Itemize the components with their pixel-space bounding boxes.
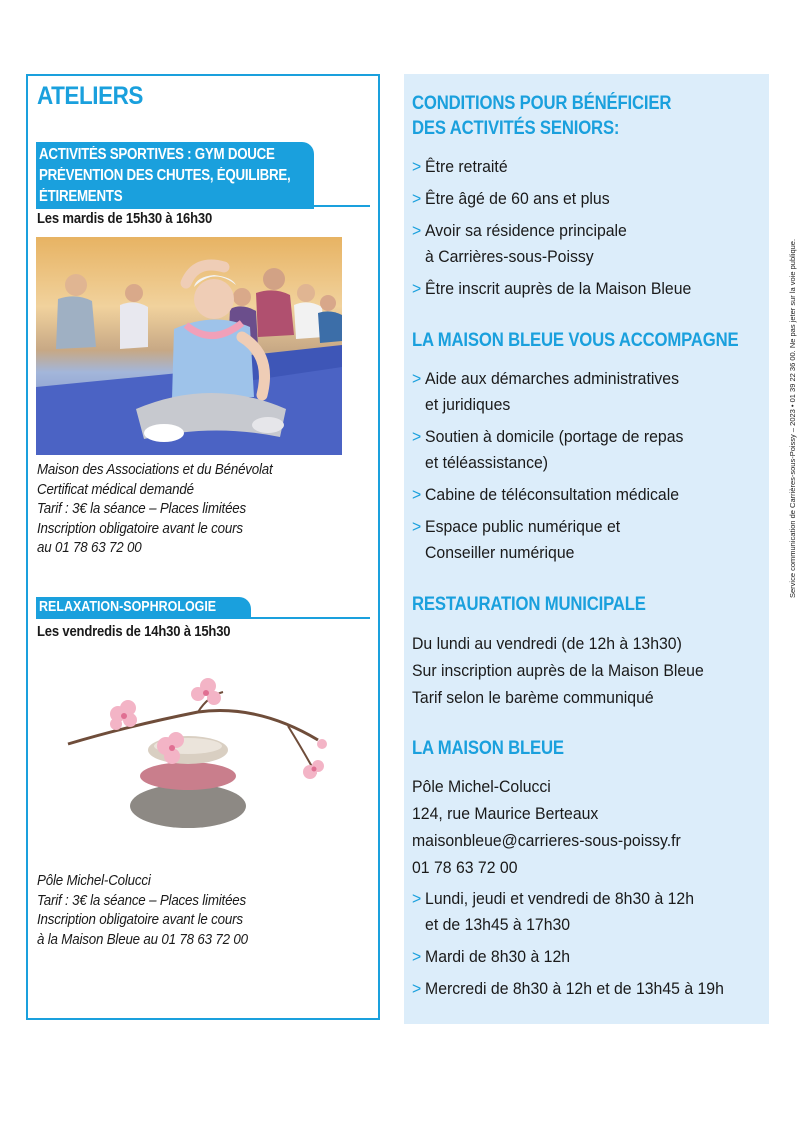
list-item-text: Espace public numérique et [425,517,621,536]
list-item [412,976,724,1002]
chevron-right-icon: > [412,517,422,536]
list-item [412,886,724,938]
list-item-text: Être inscrit auprès de la Maison Bleue [425,279,692,298]
list-item [412,218,691,270]
gym-header-line: ÉTIREMENTS [39,188,123,205]
contact-email: maisonbleue@carrieres-sous-poissy.fr [412,831,681,850]
list-item [412,514,683,566]
chevron-right-icon: > [412,157,422,176]
list-item-text: Mardi de 8h30 à 12h [425,947,571,966]
gym-header-line: PRÉVENTION DES CHUTES, ÉQUILIBRE, [39,167,291,184]
gym-info-line: au 01 78 63 72 00 [37,540,142,556]
relax-header-underline [36,617,370,619]
chevron-right-icon: > [412,279,422,298]
gym-info [37,461,273,559]
chevron-right-icon: > [412,889,422,908]
list-item-text: Cabine de téléconsultation médicale [425,485,680,504]
relax-info [37,872,248,950]
conditions-list [412,154,712,302]
list-item-text: Mercredi de 8h30 à 12h et de 13h45 à 19h [425,979,724,998]
chevron-right-icon: > [412,947,422,966]
zen-stones-photo [48,656,338,836]
contact-phone: 01 78 63 72 00 [412,858,518,877]
list-item [412,424,683,476]
relax-info-line: Inscription obligatoire avant le cours [37,912,243,928]
relax-info-line: Pôle Michel-Colucci [37,873,151,889]
list-item-text-continued: à Carrières-sous-Poissy [425,247,594,266]
list-item-text-continued: et juridiques [425,395,511,414]
list-item-text: Avoir sa résidence principale [425,221,627,240]
list-item-text: Être retraité [425,157,508,176]
zen-stones-illustration [48,656,338,836]
gym-class-illustration [36,237,342,455]
relax-header-text: RELAXATION-SOPHROLOGIE [39,599,217,615]
address-street: 124, rue Maurice Berteaux [412,804,599,823]
list-item [412,154,691,180]
maison-bleue-contact [412,773,701,881]
footer-legal-notice: Service communication de Carrières-sous-Poissy – 2023 • 01 39 22 36 00. Ne pas jeter sur la voie publique. [788,238,797,598]
chevron-right-icon: > [412,485,422,504]
opening-hours-list [412,886,747,1002]
conditions-title-line: DES ACTIVITÉS SENIORS: [412,118,620,139]
gym-schedule: Les mardis de 15h30 à 16h30 [37,211,213,227]
restauration-title: RESTAURATION MUNICIPALE [412,594,646,615]
accompagne-list [412,366,704,566]
gym-class-photo [36,237,342,455]
restauration-line: Sur inscription auprès de la Maison Bleue [412,661,704,680]
relax-activity-header [36,597,251,617]
list-item-text-continued: et de 13h45 à 17h30 [425,915,571,934]
gym-info-line: Certificat médical demandé [37,481,194,498]
chevron-right-icon: > [412,221,422,240]
list-item-text-continued: Conseiller numérique [425,543,575,562]
gym-info-line: Maison des Associations et du Bénévolat [37,462,273,478]
restauration-line: Tarif selon le barème communiqué [412,688,654,707]
list-item-text: Soutien à domicile (portage de repas [425,427,684,446]
gym-header-underline [36,205,370,207]
address-name: Pôle Michel-Colucci [412,777,551,796]
relax-info-line: à la Maison Bleue au 01 78 63 72 00 [37,931,248,948]
gym-header-line: ACTIVITÉS SPORTIVES : GYM DOUCE [39,146,275,163]
accompagne-title: LA MAISON BLEUE VOUS ACCOMPAGNE [412,330,739,351]
list-item-text-continued: et téléassistance) [425,453,549,472]
gym-activity-header [36,142,314,209]
ateliers-panel [26,74,380,1020]
restauration-line: Du lundi au vendredi (de 12h à 13h30) [412,634,682,653]
relax-schedule: Les vendredis de 14h30 à 15h30 [37,624,231,640]
restauration-text [412,630,726,711]
relax-info-line: Tarif : 3€ la séance – Places limitées [37,892,247,909]
conditions-title-line: CONDITIONS POUR BÉNÉFICIER [412,93,672,114]
chevron-right-icon: > [412,369,422,388]
chevron-right-icon: > [412,427,422,446]
list-item [412,482,683,508]
maison-bleue-title: LA MAISON BLEUE [412,738,564,759]
list-item [412,276,691,302]
list-item [412,944,724,970]
gym-info-line: Inscription obligatoire avant le cours [37,520,243,537]
list-item-text: Aide aux démarches administratives [425,369,679,388]
chevron-right-icon: > [412,189,422,208]
chevron-right-icon: > [412,979,422,998]
info-panel [404,74,769,1024]
conditions-title [412,91,671,141]
list-item [412,366,683,418]
list-item-text: Lundi, jeudi et vendredi de 8h30 à 12h [425,889,695,908]
ateliers-title: ATELIERS [37,82,143,110]
list-item-text: Être âgé de 60 ans et plus [425,189,610,208]
gym-info-line: Tarif : 3€ la séance – Places limitées [37,501,247,517]
list-item [412,186,691,212]
